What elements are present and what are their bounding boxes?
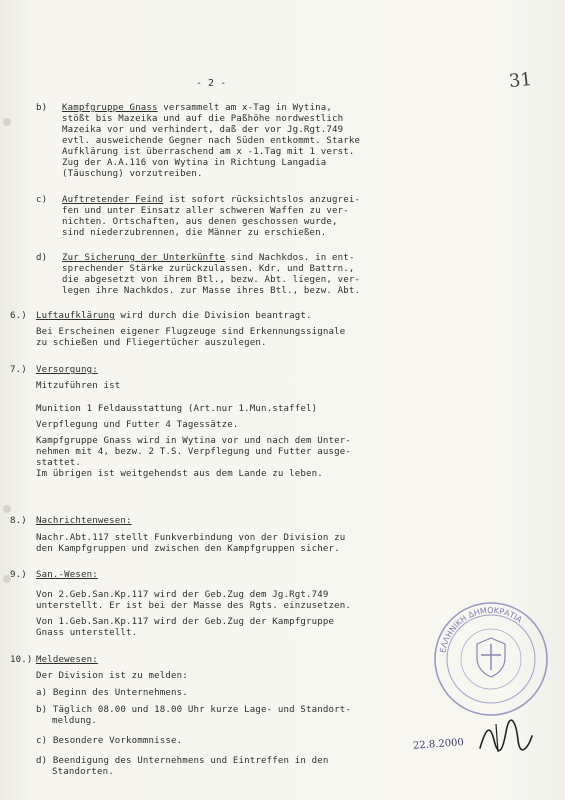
text-line: Im übrigen ist weitgehendst aus dem Lande zu leben. <box>36 469 323 479</box>
text-line: Von 2.Geb.San.Kp.117 wird der Geb.Zug dem Jg.Rgt.749 <box>36 590 329 600</box>
text-line: evtl. ausweichende Gegner nach Süden entkommt. Starke <box>62 136 361 146</box>
text-line <box>62 253 355 264</box>
text-line: die abgesetzt von ihrem Btl., bezw. Abt. liegen, ver- <box>62 275 361 285</box>
text-line: Mitzuführen ist <box>36 381 121 391</box>
text-line: c) Besondere Vorkommnisse. <box>36 736 183 746</box>
text-line <box>62 195 360 206</box>
text-line <box>36 311 312 322</box>
handwritten-date: 22.8.2000 <box>412 737 465 752</box>
underlined-heading: San.-Wesen: <box>36 570 98 580</box>
text-line: zu schießen und Fliegertücher auszulegen. <box>36 338 267 348</box>
text-line: Aufklärung ist überraschend am x -1.Tag mit 1 verst. <box>62 147 355 157</box>
underlined-heading: Kampfgruppe Gnass <box>62 103 158 113</box>
text-line: 10.) <box>10 655 33 665</box>
text-line: Von 1.Geb.San.Kp.117 wird der Geb.Zug der Kampfgruppe <box>36 617 335 627</box>
text-line: a) Beginn des Unternehmens. <box>36 688 188 698</box>
text-line: Bei Erscheinen eigener Flugzeuge sind Erkennungssignale <box>36 327 346 337</box>
text-line: 8.) <box>10 516 27 526</box>
underlined-heading: Auftretender Feind <box>62 195 164 205</box>
text-line: Der Division ist zu melden: <box>36 671 188 681</box>
text-line: Standorten. <box>52 767 114 777</box>
text-line <box>36 365 98 376</box>
text-line: b) <box>36 103 48 113</box>
text-line: Zug der A.A.116 von Wytina in Richtung Langadia <box>62 158 327 168</box>
text-line: unterstellt. Er ist bei der Masse des Rgts. einzusetzen. <box>36 601 351 611</box>
stamp-text: ΕΛΛΗΝΙΚΗ ΔΗΜΟΚΡΑΤΙΑ <box>438 605 524 654</box>
text-line: Verpflegung und Futter 4 Tagessätze. <box>36 420 239 430</box>
folio-number: 31 <box>507 68 533 93</box>
text-line: legen ihre Nachkdos. zur Masse ihres Btl., bezw. Abt. <box>62 286 361 296</box>
text-line: meldung. <box>52 716 97 726</box>
text-line: 6.) <box>10 311 27 321</box>
text-line: stößt bis Mazeika und auf die Paßhöhe nordwestlich <box>62 114 344 124</box>
text-line: b) Täglich 08.00 und 18.00 Uhr kurze Lage- und Standort- <box>36 705 351 715</box>
text-line: nehmen mit 4, bezw. 2 T.S. Verpflegung und Futter ausge- <box>36 447 351 457</box>
text-line: sprechender Stärke zurückzulassen. Kdr. und Battrn., <box>62 264 355 274</box>
line-text: wird durch die Division beantragt. <box>114 311 312 321</box>
line-text: ist sofort rücksichtslos anzugrei- <box>163 195 361 205</box>
text-line: c) <box>36 195 48 205</box>
text-line <box>36 570 98 581</box>
text-line: 9.) <box>10 570 27 580</box>
text-line: Gnass unterstellt. <box>36 628 138 638</box>
page-number: - 2 - <box>196 78 227 89</box>
text-line: (Täuschung) vorzutreiben. <box>62 169 203 179</box>
text-line: den Kampfgruppen und zwischen den Kampfgruppen sicher. <box>36 544 340 554</box>
text-line: d) <box>36 253 48 263</box>
svg-text:ΕΛΛΗΝΙΚΗ ΔΗΜΟΚΡΑΤΙΑ <box>438 606 524 654</box>
text-line <box>36 655 98 666</box>
line-text: versammelt am x-Tag in Wytina, <box>157 103 332 113</box>
text-line: Munition 1 Feldausstattung (Art.nur 1.Mun.staffel) <box>36 404 318 414</box>
text-line <box>36 516 132 527</box>
text-line: d) Beendigung des Unternehmens und Eintreffen in den <box>36 756 329 766</box>
signature <box>476 718 536 758</box>
underlined-heading: Meldewesen: <box>36 655 98 665</box>
text-line: Nachr.Abt.117 stellt Funkverbindung von der Division zu <box>36 533 346 543</box>
text-line <box>62 103 332 114</box>
text-line: sind niederzubrennen, die Männer zu erschießen. <box>62 228 327 238</box>
underlined-heading: Luftaufklärung <box>36 311 115 321</box>
underlined-heading: Versorgung: <box>36 365 98 375</box>
text-line: nichten. Ortschaften, aus denen geschossen wurde, <box>62 217 338 227</box>
underlined-heading: Zur Sicherung der Unterkünfte <box>62 253 226 263</box>
text-line: Mazeika vor und verhindert, daß der vor Jg.Rgt.749 <box>62 125 344 135</box>
text-line: fen und unter Einsatz aller schweren Waffen zu ver- <box>62 206 349 216</box>
text-line: Kampfgruppe Gnass wird in Wytina vor und nach dem Unter- <box>36 436 351 446</box>
official-stamp <box>432 600 550 718</box>
text-line: 7.) <box>10 365 27 375</box>
underlined-heading: Nachrichtenwesen: <box>36 516 132 526</box>
line-text: sind Nachkdos. in ent- <box>225 253 355 263</box>
text-line: stattet. <box>36 458 81 468</box>
